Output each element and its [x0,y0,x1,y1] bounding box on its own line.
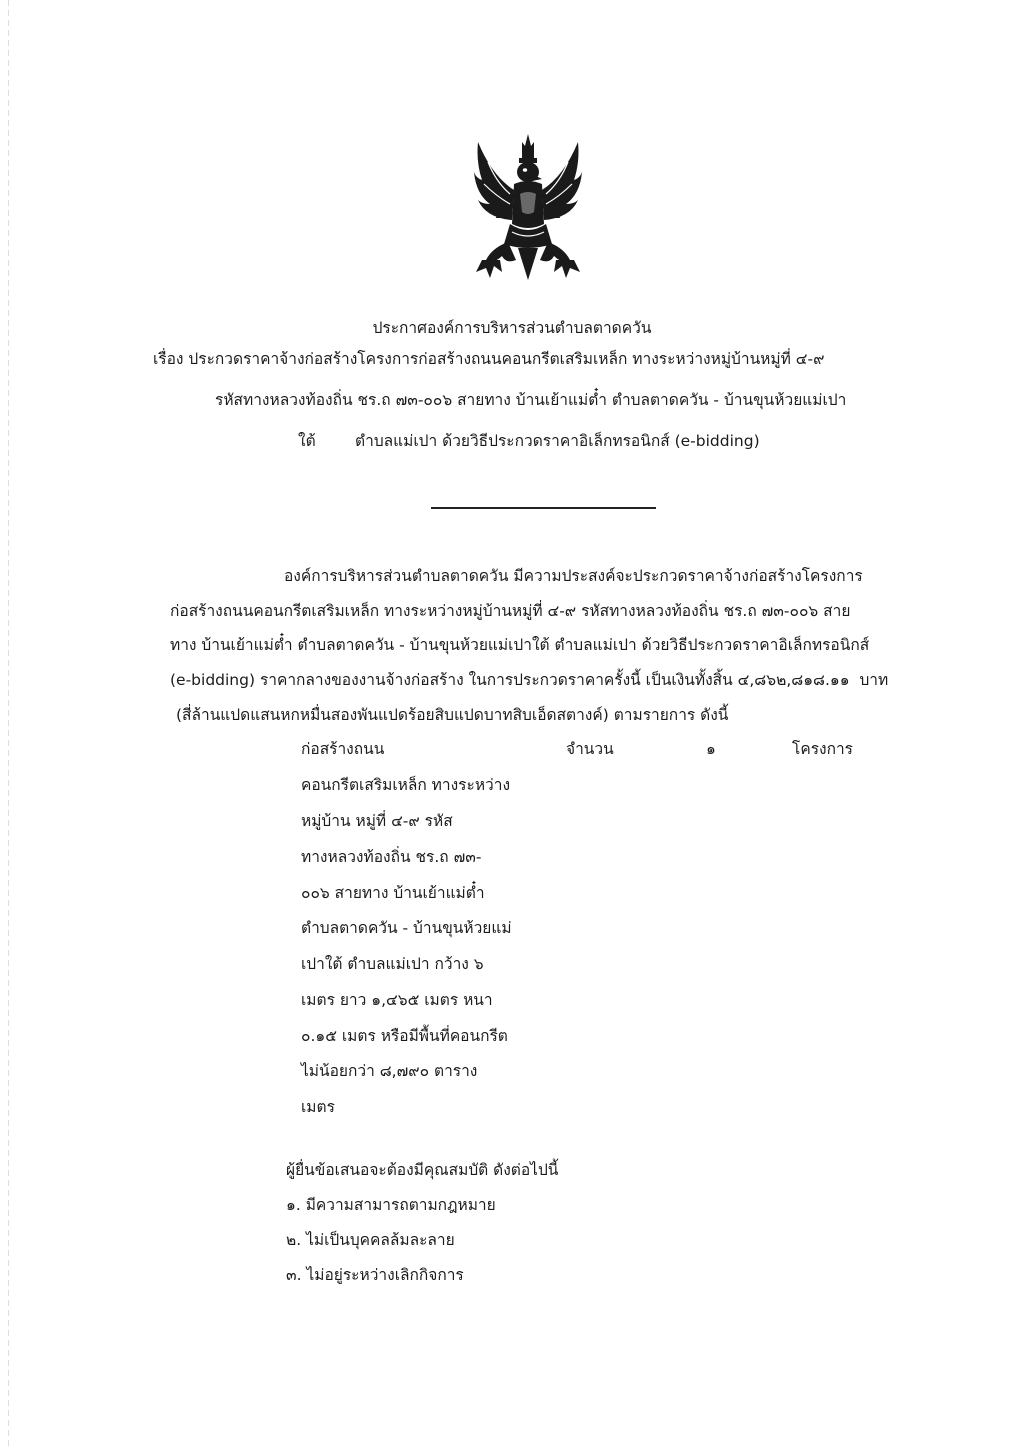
subject-line-1: เรื่อง ประกวดราคาจ้างก่อสร้างโครงการก่อสร้างถนนคอนกรีตเสริมเหล็ก ทางระหว่างหมู่บ้านหมู่ที่ ๔-๙ [153,350,825,368]
scan-edge [8,0,9,1448]
item-description-line-7: เปาใต้ ตำบลแม่เปา กว้าง ๖ [301,955,484,973]
paragraph-line-5: (สี่ล้านแปดแสนหกหมื่นสองพันแปดร้อยสิบแปดบาทสิบเอ็ดสตางค์) ตามรายการ ดังนี้ [176,706,729,724]
paragraph-line-3: ทาง บ้านเย้าแม่ต๋ำ ตำบลตาดควัน - บ้านขุนห้วยแม่เปาใต้ ตำบลแม่เปา ด้วยวิธีประกวดราคาอิเล็กทรอนิกส์ [170,636,870,654]
item-description-line-11: เมตร [301,1098,335,1116]
qualification-item-1: ๑. มีความสามารถตามกฎหมาย [286,1196,496,1214]
item-description-line-1: ก่อสร้างถนน [301,740,385,758]
subject-line-3: ใต้ ตำบลแม่เปา ด้วยวิธีประกวดราคาอิเล็กทรอนิกส์ (e-bidding) [298,432,760,450]
item-quantity-label: จำนวน [566,740,614,758]
item-description-line-9: ๐.๑๕ เมตร หรือมีพื้นที่คอนกรีต [301,1027,508,1045]
item-description-line-8: เมตร ยาว ๑,๔๖๕ เมตร หนา [301,991,493,1009]
item-quantity-value: ๑ [706,740,716,758]
item-description-line-6: ตำบลตาดควัน - บ้านขุนห้วยแม่ [301,919,512,937]
qualifications-heading: ผู้ยื่นข้อเสนอจะต้องมีคุณสมบัติ ดังต่อไปนี้ [286,1161,559,1179]
header-divider [431,507,656,509]
paragraph-line-2: ก่อสร้างถนนคอนกรีตเสริมเหล็ก ทางระหว่างหมู่บ้านหมู่ที่ ๔-๙ รหัสทางหลวงท้องถิ่น ชร.ถ ๗๓-๐๐๖ สาย [170,602,851,620]
qualification-item-3: ๓. ไม่อยู่ระหว่างเลิกกิจการ [286,1266,464,1284]
qualification-item-2: ๒. ไม่เป็นบุคคลล้มละลาย [286,1231,455,1249]
paragraph-line-1: องค์การบริหารส่วนตำบลตาดควัน มีความประสงค์จะประกวดราคาจ้างก่อสร้างโครงการ [284,567,863,585]
item-description-line-4: ทางหลวงท้องถิ่น ชร.ถ ๗๓- [301,848,482,866]
garuda-emblem-icon [472,132,584,282]
paragraph-line-4: (e-bidding) ราคากลางของงานจ้างก่อสร้าง ในการประกวดราคาครั้งนี้ เป็นเงินทั้งสิ้น ๔,๘๖๒,๘๑๘.๑๑ บาท [170,671,889,689]
item-description-line-10: ไม่น้อยกว่า ๘,๗๙๐ ตาราง [301,1062,478,1080]
item-description-line-3: หมู่บ้าน หมู่ที่ ๔-๙ รหัส [301,812,453,830]
item-description-line-5: ๐๐๖ สายทาง บ้านเย้าแม่ต๋ำ [301,884,485,902]
item-description-line-2: คอนกรีตเสริมเหล็ก ทางระหว่าง [301,776,511,794]
item-unit: โครงการ [792,740,854,758]
announcement-title: ประกาศองค์การบริหารส่วนตำบลตาดควัน [372,319,652,337]
subject-line-2: รหัสทางหลวงท้องถิ่น ชร.ถ ๗๓-๐๐๖ สายทาง บ้านเย้าแม่ต๋ำ ตำบลตาดควัน - บ้านขุนห้วยแม่เปา [215,391,847,409]
